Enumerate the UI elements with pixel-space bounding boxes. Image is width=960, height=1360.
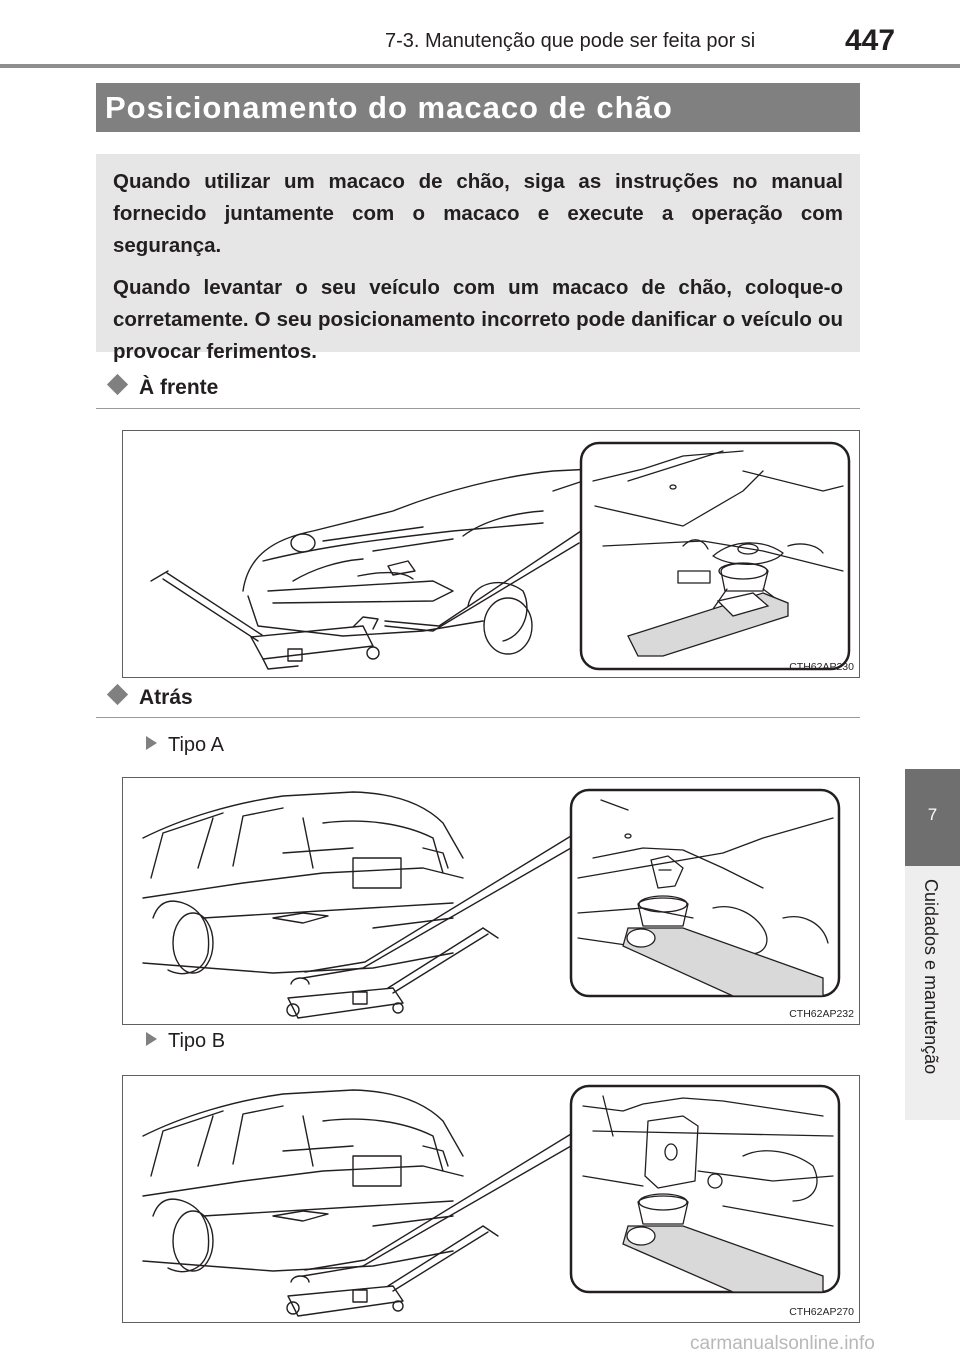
figure-rear-type-b: [122, 1075, 860, 1323]
chapter-tab[interactable]: [905, 769, 960, 866]
subheading-rear-text: Atrás: [139, 686, 193, 709]
figure-code: CTH62AP270: [789, 1306, 854, 1318]
triangle-bullet-icon: [146, 1032, 157, 1046]
watermark: carmanualsonline.info: [690, 1333, 875, 1354]
figure-code: CTH62AP232: [789, 1008, 854, 1020]
type-a-text: Tipo A: [168, 734, 224, 756]
type-a-label: [146, 734, 224, 757]
chapter-number: 7: [927, 805, 938, 824]
intro-paragraph-1: Quando utilizar um macaco de chão, siga as instruções no manual fornecido juntamente com o macaco e execute a operação com segurança.: [113, 170, 843, 257]
type-b-text: Tipo B: [168, 1030, 226, 1052]
page-number: 447: [845, 24, 896, 57]
subheading-rule: [96, 717, 860, 718]
intro-paragraph-2: Quando levantar o seu veículo com um macaco de chão, coloque-o corretamente. O seu posicionamento incorreto pode danificar o veículo ou provocar ferimentos.: [113, 276, 843, 363]
header-section-title: 7-3. Manutenção que pode ser feita por si: [385, 30, 756, 52]
front-car-jack-illustration: [123, 431, 860, 678]
figure-front-jack-point: [122, 430, 860, 678]
subheading-front-text: À frente: [139, 376, 219, 399]
rear-car-jack-type-a-illustration: [123, 778, 860, 1025]
type-b-label: [146, 1030, 225, 1053]
subheading-rule: [96, 408, 860, 409]
page-title-bar: [96, 83, 860, 132]
figure-rear-type-a: [122, 777, 860, 1025]
subheading-rear: [104, 686, 193, 710]
triangle-bullet-icon: [146, 736, 157, 750]
header-rule: [0, 64, 960, 68]
chapter-title: Cuidados e manutenção: [921, 879, 941, 1075]
page-title: Posicionamento do macaco de chão: [105, 90, 673, 125]
diamond-bullet-icon: [107, 374, 128, 395]
subheading-front: [104, 376, 218, 400]
intro-box: [96, 154, 860, 363]
figure-code: CTH62AP230: [789, 661, 854, 673]
diamond-bullet-icon: [107, 684, 128, 705]
rear-car-jack-type-b-illustration: [123, 1076, 860, 1323]
